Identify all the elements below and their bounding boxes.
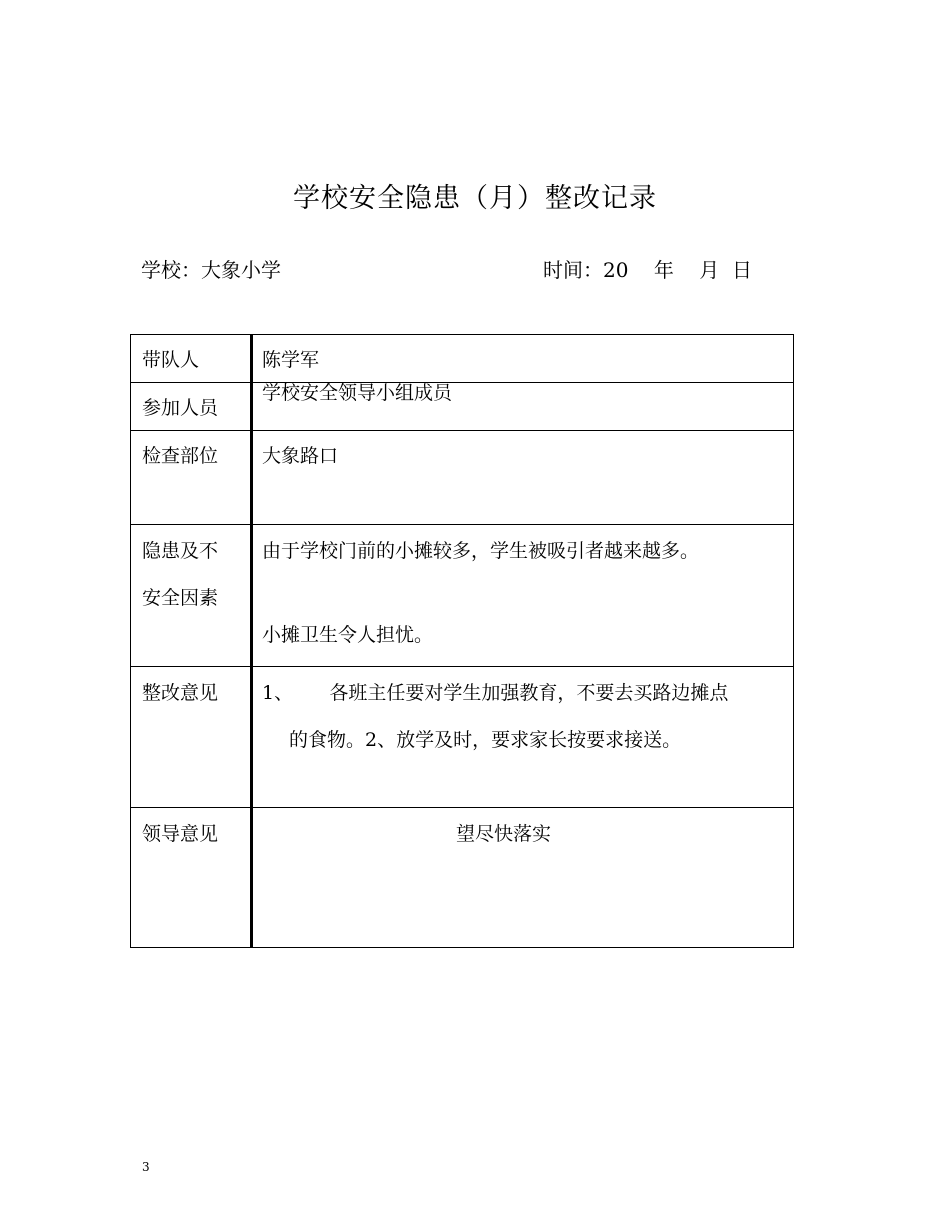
row-label: 参加人员 [142, 397, 219, 419]
row-value: 大象路口 [262, 445, 339, 467]
row-label-line: 隐患及不 [142, 540, 219, 562]
row-value: 望尽快落实 [456, 823, 552, 845]
table-row-team-leader [131, 335, 793, 383]
row-value: 学校安全领导小组成员 [262, 382, 453, 404]
row-label: 检查部位 [142, 445, 219, 467]
row-label: 领导意见 [142, 823, 219, 845]
row-value-line: 小摊卫生令人担忧。 [262, 624, 434, 646]
table-row-participants [131, 383, 793, 431]
row-value-line: 1、 各班主任要对学生加强教育，不要去买路边摊点 [262, 682, 729, 704]
table-row-leadership-opinion [131, 808, 793, 947]
rectification-record-table [130, 334, 794, 948]
page-number: 3 [142, 1160, 150, 1174]
row-label: 整改意见 [142, 682, 219, 704]
table-row-hazards [131, 525, 793, 667]
row-value: 陈学军 [262, 349, 320, 371]
row-label: 带队人 [142, 349, 200, 371]
document-title: 学校安全隐患（月）整改记录 [293, 183, 657, 214]
row-value-line: 的食物。2、放学及时，要求家长按要求接送。 [289, 729, 682, 751]
row-value-line: 由于学校门前的小摊较多，学生被吸引者越来越多。 [262, 540, 700, 562]
school-field: 学校：大象小学 [141, 258, 281, 282]
table-row-rectification-opinion [131, 667, 793, 808]
row-label-line: 安全因素 [142, 587, 219, 609]
table-row-inspection-site [131, 431, 793, 525]
time-field: 时间：20 年 月 日 [543, 258, 753, 282]
column-divider [250, 335, 253, 947]
